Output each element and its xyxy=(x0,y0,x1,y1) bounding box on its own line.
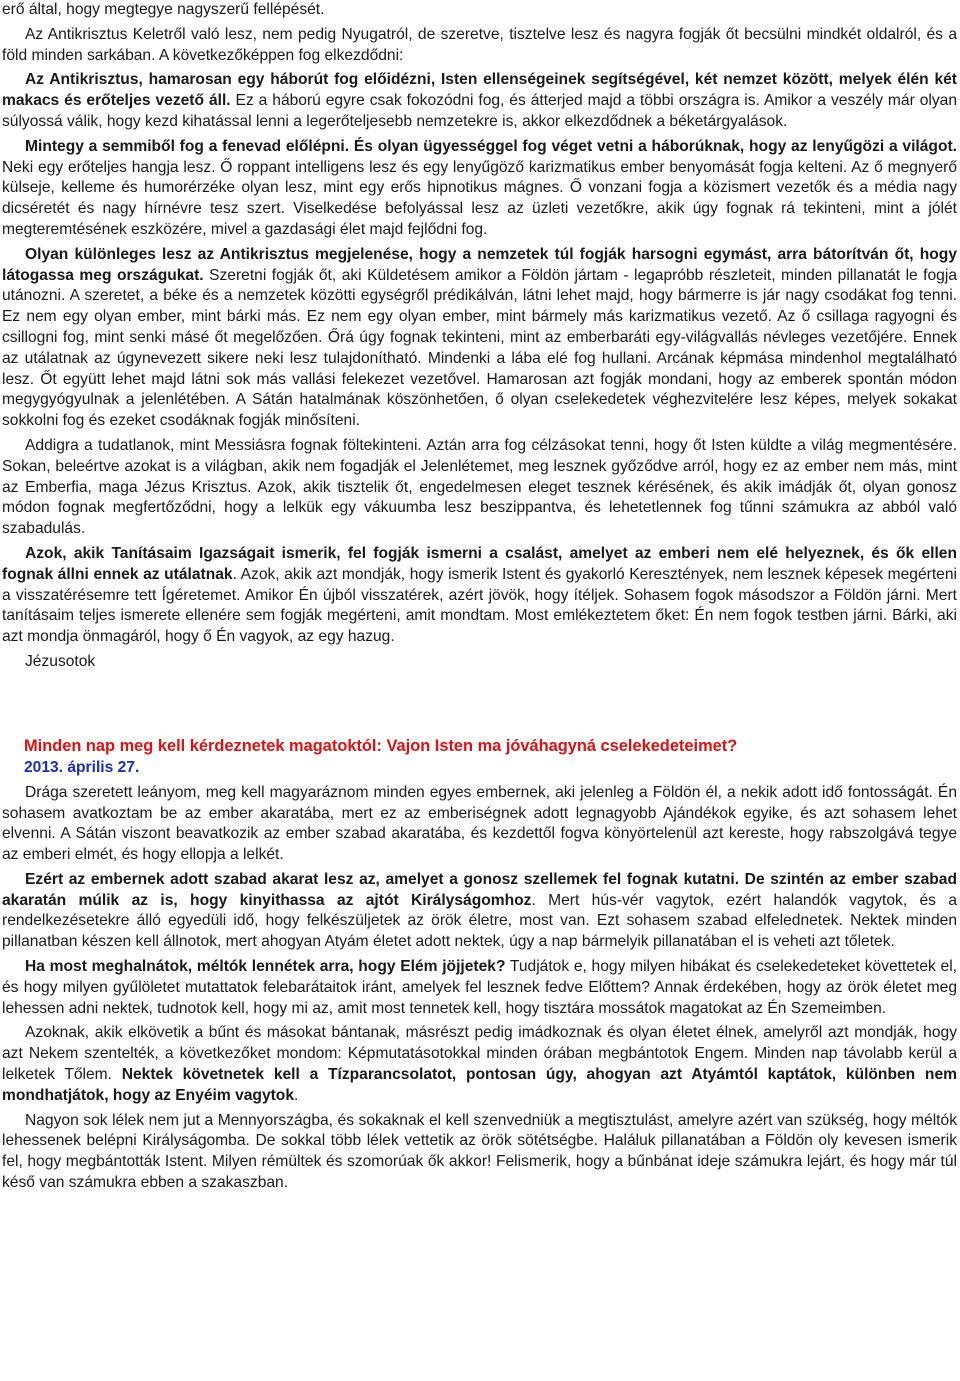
message-date: 2013. április 27. xyxy=(24,758,140,776)
emphasis-text: Mintegy a semmiből fog a fenevad előlépni. És olyan ügyességgel fog véget vetni a háborúknak, hogy az lenyűgözi a világot. xyxy=(25,137,957,155)
emphasis-text: Nektek követnetek kell a Tízparancsolatot, pontosan úgy, ahogyan azt Atyámtól kaptátok, különben nem mondhatjátok, hogy az Enyéim vagytok xyxy=(2,1066,957,1104)
signature: Jézusotok xyxy=(25,652,96,670)
document-page xyxy=(2,0,957,1194)
emphasis-text: Azok, akik Tanításaim Igazságait ismerik, fel fogják ismerni a csalást, amelyet az emberi nem elé helyeznek, és ők ellen fognak állni ennek az utálatnak xyxy=(2,544,957,583)
paragraph: Mintegy a semmiből fog a fenevad előlépni. És olyan ügyességgel fog véget vetni a háborúknak, hogy az lenyűgözi a világot. Neki egy erőteljes hangja lesz. Ő roppant intelligens lesz és egy lenyűgöző karizmatikus ember benyomását fogja kelteni. Az ő megnyerő külseje, kelleme és humorérzéke olyan lesz, mint egy erős hipnotikus mágnes. Ő vonzani fogja a közismert vezetők és a média nagy dicséretét és nagy hírnévre tesz szert. Viselkedése befolyással lesz az üzleti vezetőkre, akik úgy fognak rá tekinteni, mint a jólét megteremtésének eszközére, mivel a gazdasági élet majd fejlődni fog. xyxy=(2,137,957,238)
paragraph: Azoknak, akik elkövetik a bűnt és másokat bántanak, másrészt pedig imádkoznak és olyan életet élnek, amelyről azt mondják, hogy azt Nekem szentelték, a következőket mondom: Képmutatásotokkal minden órában megbántotok Engem. Minden nap távolabb kerül a lelketek Tőlem. Nektek követnetek kell a Tízparancsolatot, pontosan úgy, ahogyan azt Atyámtól kaptátok, különben nem mondhatjátok, hogy az Enyéim vagytok. xyxy=(2,1024,957,1104)
emphasis-text: Ha most meghalnátok, méltók lennétek arra, hogy Elém jöjjetek? xyxy=(25,958,506,976)
paragraph: Azok, akik Tanításaim Igazságait ismerik, fel fogják ismerni a csalást, amelyet az emberi nem elé helyeznek, és ők ellen fognak állni ennek az utálatnak. Azok, akik azt mondják, hogy ismerik Istent és gyakorló Keresztények, nem lesznek képesek megérteni a visszatérésemre tett Ígéretemet. Amikor Én újból visszatérek, azért jövök, hogy ítéljek. Sohasem fogok másodszor a Földön járni. Mert tanításaim teljes ismerete ellenére sem fogják megérteni, amit mondtam. Most emlékeztetem őket: Én nem fogok testben járni. Bárki, aki azt mondja önmagáról, hogy ő Én vagyok, az egy hazug. xyxy=(2,544,957,646)
paragraph: Az Antikrisztus Keletről való lesz, nem pedig Nyugatról, de szeretve, tisztelve lesz és nagyra fogják őt becsülni mindkét oldalról, és a föld minden sarkában. A következőképpen fog elkezdődni: xyxy=(2,25,957,64)
paragraph: Olyan különleges lesz az Antikrisztus megjelenése, hogy a nemzetek túl fogják harsogni egymást, arra bátorítván őt, hogy látogassa meg országukat. Szeretni fogják őt, aki Küldetésem amikor a Földön jártam - legapróbb részleteit, minden pillanatát le fogja utánozni. A szeretet, a béke és a nemzetek közötti egységről prédikálván, látni lehet majd, hogy bármerre is jár nagy csodákat fog tenni. Ez nem egy olyan ember, mint bárki más. Ez nem egy olyan ember, mint bármely más karizmatikus vezető. Az ő csillaga ragyogni és csillogni fog, mint senki másé őt megelőzően. Őrá úgy fognak tekinteni, mint az emberbaráti egy-világvallás névleges vezetőjére. Ennek az utálatnak az úgynevezett sikere neki lesz tulajdonítható. Mindenki a lába elé fog hullani. Arcának képmása mindenhol megtalálható lesz. Őt együtt lehet majd látni sok más vallási felekezet vezetővel. Hamarosan azt fogják mondani, hogy az emberek spontán módon megygyógyulnak a jelenlétében. A Sátán hatalmának köszönhetően, ő olyan cselekedetek véghezvitelére lesz képes, melyek sokakat sokkolni fog és ezeket csodáknak fogják minősíteni. xyxy=(2,245,957,430)
paragraph: Drága szeretett leányom, meg kell magyaráznom minden egyes embernek, aki jelenleg a Földön él, a nekik adott idő fontosságát. Én sohasem avatkoztam be az ember akaratába, mert ez az emberiségnek adott legnagyobb Ajándékok egyike, és azt sohasem lehet elvenni. A Sátán viszont beavatkozik az ember szabad akaratába, és kezdettől fogva könyörtelenül azt kereste, hogy rabszolgává tegye az emberi elmét, és hogy ellopja a lelkét. xyxy=(2,783,957,864)
paragraph: Az Antikrisztus, hamarosan egy háborút fog előidézni, Isten ellenségeinek segítségével, két nemzet között, melyek élén két makacs és erőteljes vezető áll. Ez a háború egyre csak fokozódni fog, és átterjed majd a többi országra is. Amikor a veszély már olyan súlyossá válik, hogy kezd kihatással lenni a legerőteljesebb nemzetekre is, akkor elkezdődnek a béketárgyalások. xyxy=(2,71,957,130)
paragraph: Addigra a tudatlanok, mint Messiásra fognak föltekinteni. Aztán arra fog célzásokat tenni, hogy őt Isten küldte a világ megmentésére. Sokan, beleértve azokat is a világban, akik nem fogadják el Jelenlétemet, meg lesznek győződve arról, hogy ez az ember nem más, mint az Emberfia, maga Jézus Krisztus. Azok, akik tisztelik őt, engedelmesen eleget tesznek kérésének, és akik imádják őt, olyan gonosz módon fognak megfertőződni, hogy a lelkük egy vákuumba lesz beszippantva, és lehetetlennek fog tűnni számukra az abból való szabadulás. xyxy=(2,436,957,538)
emphasis-text: Olyan különleges lesz az Antikrisztus megjelenése, hogy a nemzetek túl fogják harsogni egymást, arra bátorítván őt, hogy látogassa meg országukat. xyxy=(2,245,957,284)
paragraph: Ha most meghalnátok, méltók lennétek arra, hogy Elém jöjjetek? Tudjátok e, hogy milyen hibákat és cselekedeteket követtetek el, és hogy milyen gyűlöletet mutattatok felebarátaitok iránt, amelyek fel lesznek fedve Előttem? Annak érdekében, hogy az örök életet meg lehessen adni nektek, tudnotok kell, hogy mi az, amit most tennetek kell, hogy tisztára mossátok magatokat az Én Szemeimben. xyxy=(2,958,957,1017)
emphasis-text: Ezért az embernek adott szabad akarat lesz az, amelyet a gonosz szellemek fel fognak kutatni. De szintén az ember szabad akaratán múlik az is, hogy kinyithassa az ajtót Királyságomhoz xyxy=(2,870,957,909)
paragraph: Nagyon sok lélek nem jut a Mennyországba, és sokaknak el kell szenvedniük a megtisztulást, amelyre azért van szükség, hogy méltók lehessenek belépni Királyságomba. De sokkal több lélek vettetik az örök sötétségbe. Haláluk pillanatában a Földön oly kevesen ismerik fel, hogy megbántották Istent. Milyen rémültek és szomorúak ők akkor! Felismerik, hogy a bűnbánat ideje számukra lejárt, és hogy már túl késő van számukra ebben a szakaszban. xyxy=(2,1111,957,1192)
paragraph: erő által, hogy megtegye nagyszerű fellépését. xyxy=(2,1,325,18)
message-title: Minden nap meg kell kérdeznetek magatoktól: Vajon Isten ma jóváhagyná cselekedeteimet? xyxy=(24,736,738,755)
emphasis-text: Az Antikrisztus, hamarosan egy háborút fog előidézni, Isten ellenségeinek segítségével, két nemzet között, melyek élén két makacs és erőteljes vezető áll. xyxy=(2,71,957,110)
paragraph: Ezért az embernek adott szabad akarat lesz az, amelyet a gonosz szellemek fel fognak kutatni. De szintén az ember szabad akaratán múlik az is, hogy kinyithassa az ajtót Királyságomhoz. Mert hús-vér vagytok, ezért halandók vagytok, és a rendelkezésetekre álló egyedüli idő, hogy felkészüljetek az örök életre, most van. Ezt sohasem szabad elfelednetek. Nektek minden pillanatban készen kell állnotok, mert ahogyan Atyám életet adott nektek, úgy a nap bármelyik pillanatában el is veheti azt tőletek. xyxy=(2,870,957,951)
